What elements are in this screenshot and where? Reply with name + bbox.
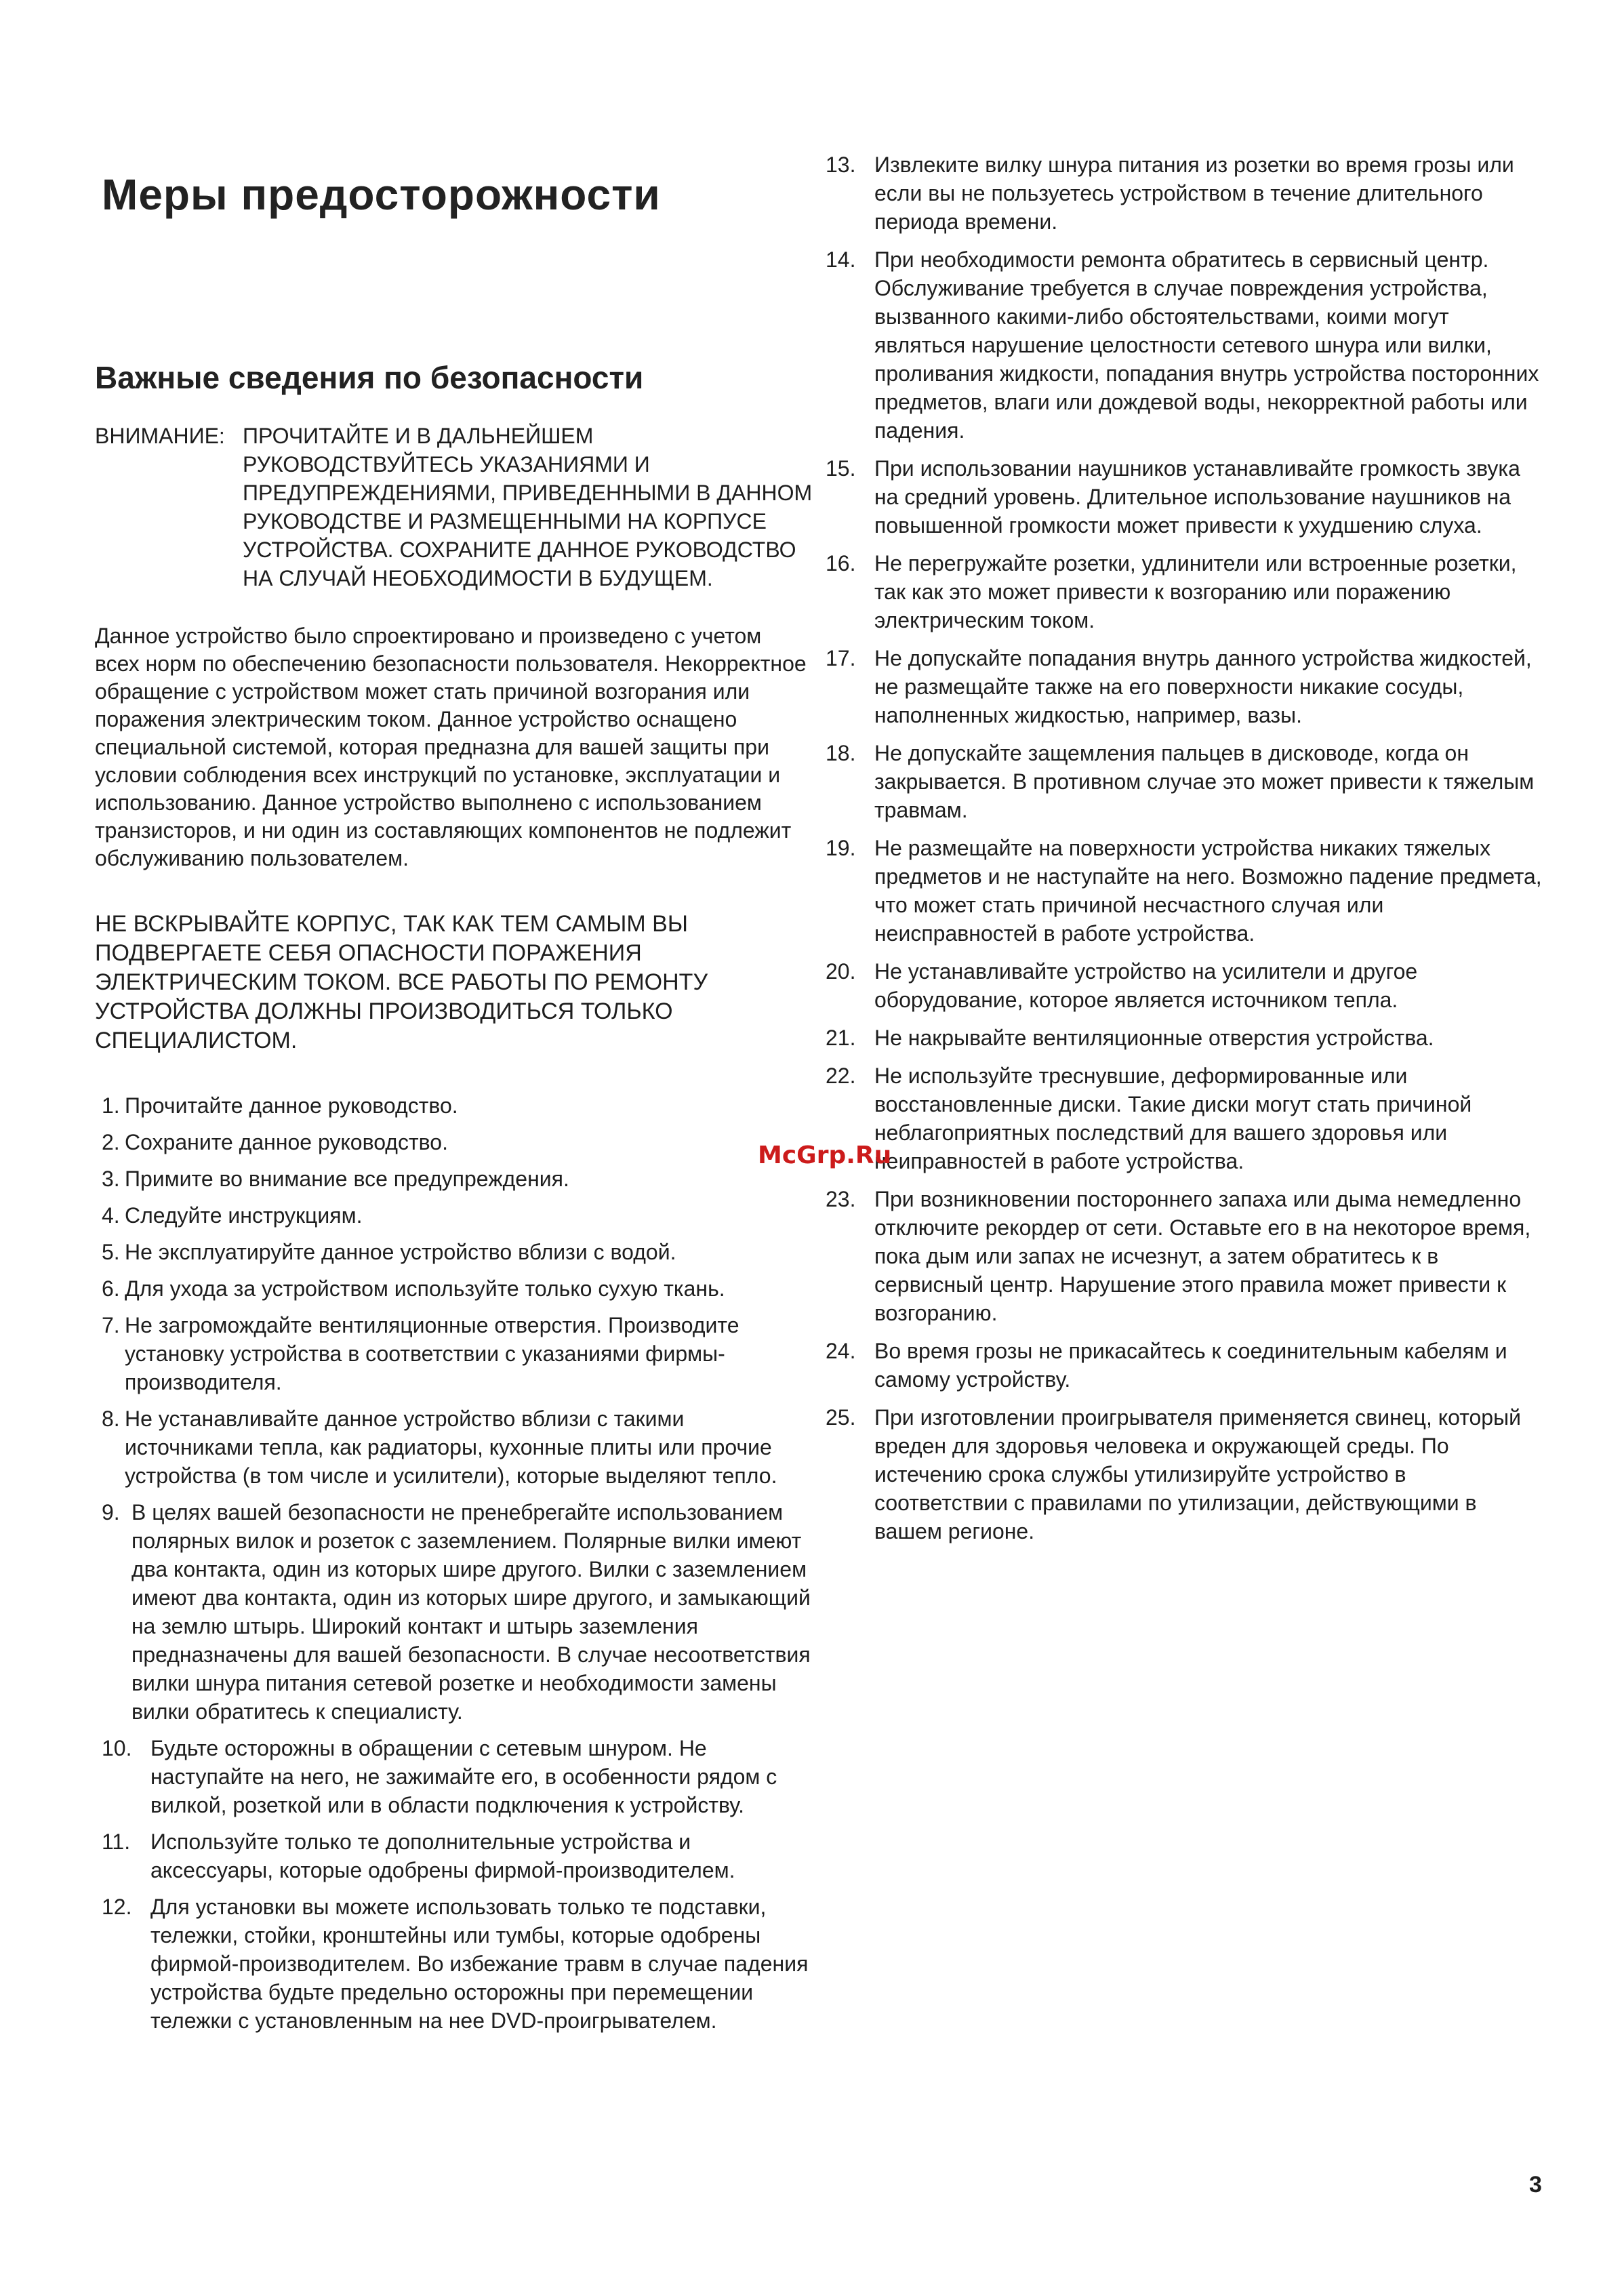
item-text: Сохраните данное руководство.	[125, 1130, 448, 1154]
list-item	[826, 1024, 1544, 1052]
item-text: В целях вашей безопасности не пренебрегайте использованием полярных вилок и розеток с заземлением. Полярные вилки имеют два контакта, один из которых шире другого. Вилки с заземлением имеют два контакта, один из которых шире другого, и замыкающий на землю штырь. Широкий контакт и штырь заземления предназначены для вашей безопасности. В случае несоответствия вилки шнура питания сетевой розетке и необходимости замены вилки обратитесь к специалисту.	[131, 1500, 811, 1724]
list-item	[826, 739, 1544, 824]
item-text: При возникновении постороннего запаха или дыма немедленно отключите рекордер от сети. Оставьте его в на некоторое время, пока дым или запах не исчезнут, а затем обратитесь к в сервисный центр. Нарушение этого правила может привести к возгоранию.	[874, 1187, 1531, 1325]
safety-list-right	[826, 150, 1544, 1555]
item-number: 12.	[102, 1895, 132, 1919]
list-item	[102, 1091, 813, 1120]
list-item	[102, 1893, 813, 2035]
list-item	[826, 1062, 1544, 1175]
warning-label: ВНИМАНИЕ:	[95, 424, 225, 448]
list-item	[102, 1498, 813, 1726]
item-text: Не эксплуатируйте данное устройство вблизи с водой.	[125, 1240, 676, 1264]
list-item	[826, 834, 1544, 948]
list-item	[102, 1165, 813, 1193]
item-number: 4.	[102, 1203, 120, 1228]
item-number: 10.	[102, 1736, 132, 1760]
list-item	[102, 1238, 813, 1266]
list-item	[826, 245, 1544, 445]
list-item	[102, 1274, 813, 1303]
item-number: 15.	[826, 456, 856, 481]
item-text: Не используйте треснувшие, деформированные или восстановленные диски. Такие диски могут стать причиной неблагоприятных последствий для вашего здоровья или неиправностей в работе устройства.	[874, 1064, 1472, 1173]
item-text: Не размещайте на поверхности устройства никаких тяжелых предметов и не наступайте на него. Возможно падение предмета, что может стать причиной несчастного случая или неисправностей в работе устройства.	[874, 836, 1542, 946]
item-number: 11.	[102, 1830, 131, 1854]
item-number: 5.	[102, 1240, 120, 1264]
item-number: 21.	[826, 1026, 856, 1050]
item-text: Следуйте инструкциям.	[125, 1203, 363, 1228]
intro-paragraph: Данное устройство было спроектировано и произведено с учетом всех норм по обеспечению безопасности пользователя. Некорректное обращение с устройством может стать причиной возгорания или поражения электрическим током. Данное устройство оснащено специальной системой, которая предназна для вашей защиты при условии соблюдения всех инструкций по установке, эксплуатации и использованию. Данное устройство выполнено с использованием транзисторов, и ни один из составляющих компонентов не подлежит обслуживанию пользователем.	[95, 624, 807, 870]
watermark: McGrp.Ru	[758, 1142, 892, 1169]
list-item	[826, 1185, 1544, 1327]
item-text: Извлеките вилку шнура питания из розетки во время грозы или если вы не пользуетесь устройством в течение длительного периода времени.	[874, 153, 1514, 234]
item-number: 13.	[826, 153, 856, 177]
item-text: При необходимости ремонта обратитесь в сервисный центр. Обслуживание требуется в случае повреждения устройства, вызванного какими-либо обстоятельствами, коими могут являться нарушение целостности сетевого шнура или вилки, проливания жидкости, попадания внутрь устройства посторонних предметов, влаги или дождевой воды, некорректной работы или падения.	[874, 247, 1539, 443]
item-text: Во время грозы не прикасайтесь к соединительным кабелям и самому устройству.	[874, 1339, 1507, 1392]
item-number: 7.	[102, 1313, 120, 1337]
item-text: Не устанавливайте данное устройство вблизи с такими источниками тепла, как радиаторы, кухонные плиты или прочие устройства (в том числе и усилители), которые выделяют тепло.	[125, 1407, 777, 1488]
item-text: Используйте только те дополнительные устройства и аксессуары, которые одобрены фирмой-производителем.	[150, 1830, 735, 1882]
item-text: Не перегружайте розетки, удлинители или встроенные розетки, так как это может привести к возгоранию или поражению электрическим током.	[874, 551, 1517, 632]
item-text: Не устанавливайте устройство на усилители и другое оборудование, которое является источником тепла.	[874, 959, 1418, 1012]
list-item	[102, 1201, 813, 1230]
section-title: Важные сведения по безопасности	[95, 360, 644, 395]
warning-block	[95, 422, 813, 592]
list-item	[102, 1128, 813, 1156]
item-number: 19.	[826, 836, 856, 860]
item-number: 6.	[102, 1276, 120, 1301]
list-item	[102, 1734, 813, 1819]
item-text: Будьте осторожны в обращении с сетевым шнуром. Не наступайте на него, не зажимайте его, в особенности рядом с вилкой, розеткой или в области подключения к устройству.	[150, 1736, 777, 1817]
item-text: Не допускайте попадания внутрь данного устройства жидкостей, не размещайте также на его поверхности никакие сосуды, наполненных жидкостью, например, вазы.	[874, 646, 1532, 727]
page-title: Меры предосторожности	[102, 170, 661, 219]
item-text: Для ухода за устройством используйте только сухую ткань.	[125, 1276, 725, 1301]
warning-text: ПРОЧИТАЙТЕ И В ДАЛЬНЕЙШЕМ РУКОВОДСТВУЙТЕСЬ УКАЗАНИЯМИ И ПРЕДУПРЕЖДЕНИЯМИ, ПРИВЕДЕННЫМИ В ДАННОМ РУКОВОДСТВЕ И РАЗМЕЩЕННЫМИ НА КОРПУСЕ УСТРОЙСТВА. СОХРАНИТЕ ДАННОЕ РУКОВОДСТВО НА СЛУЧАЙ НЕОБХОДИМОСТИ В БУДУЩЕМ.	[243, 424, 813, 590]
item-text: При изготовлении проигрывателя применяется свинец, который вреден для здоровья человека и окружающей среды. По истечению срока службы утилизируйте устройство в соответствии с правилами по утилизации, действующими в вашем регионе.	[874, 1405, 1521, 1543]
item-number: 8.	[102, 1407, 120, 1431]
list-item	[826, 644, 1544, 729]
list-item	[102, 1827, 813, 1884]
item-number: 14.	[826, 247, 856, 272]
item-text: Прочитайте данное руководство.	[125, 1093, 458, 1118]
item-number: 25.	[826, 1405, 856, 1430]
list-item	[826, 1337, 1544, 1394]
caps-warning: НЕ ВСКРЫВАЙТЕ КОРПУС, ТАК КАК ТЕМ САМЫМ ВЫ ПОДВЕРГАЕТЕ СЕБЯ ОПАСНОСТИ ПОРАЖЕНИЯ ЭЛЕКТРИЧЕСКИМ ТОКОМ. ВСЕ РАБОТЫ ПО РЕМОНТУ УСТРОЙСТВА ДОЛЖНЫ ПРОИЗВОДИТЬСЯ ТОЛЬКО СПЕЦИАЛИСТОМ.	[95, 911, 708, 1053]
item-text: Не накрывайте вентиляционные отверстия устройства.	[874, 1026, 1434, 1050]
item-text: Примите во внимание все предупреждения.	[125, 1167, 569, 1191]
list-item	[826, 957, 1544, 1014]
list-item	[826, 1403, 1544, 1545]
item-number: 9.	[102, 1500, 120, 1524]
item-text: При использовании наушников устанавливайте громкость звука на средний уровень. Длительное использование наушников на повышенной громкости может привести к ухудшению слуха.	[874, 456, 1520, 538]
list-item	[826, 150, 1544, 236]
item-number: 20.	[826, 959, 856, 984]
item-number: 16.	[826, 551, 856, 575]
item-number: 23.	[826, 1187, 856, 1211]
list-item	[102, 1311, 813, 1396]
list-item	[826, 454, 1544, 540]
item-number: 3.	[102, 1167, 120, 1191]
item-number: 18.	[826, 741, 856, 765]
item-text: Не загромождайте вентиляционные отверстия. Производите установку устройства в соответствии с указаниями фирмы-производителя.	[125, 1313, 739, 1394]
item-number: 2.	[102, 1130, 120, 1154]
item-text: Для установки вы можете использовать только те подставки, тележки, стойки, кронштейны или тумбы, которые одобрены фирмой-производителем. Во избежание травм в случае падения устройства будьте предельно осторожны при перемещении тележки с установленным на нее DVD-проигрывателем.	[150, 1895, 809, 2033]
list-item	[102, 1405, 813, 1490]
page-number: 3	[1529, 2172, 1542, 2198]
item-number: 22.	[826, 1064, 856, 1088]
item-number: 1.	[102, 1093, 120, 1118]
list-item	[826, 549, 1544, 634]
item-number: 24.	[826, 1339, 856, 1363]
item-number: 17.	[826, 646, 856, 670]
safety-list-left	[102, 1091, 813, 2043]
item-text: Не допускайте защемления пальцев в дисководе, когда он закрывается. В противном случае это может привести к тяжелым травмам.	[874, 741, 1535, 822]
